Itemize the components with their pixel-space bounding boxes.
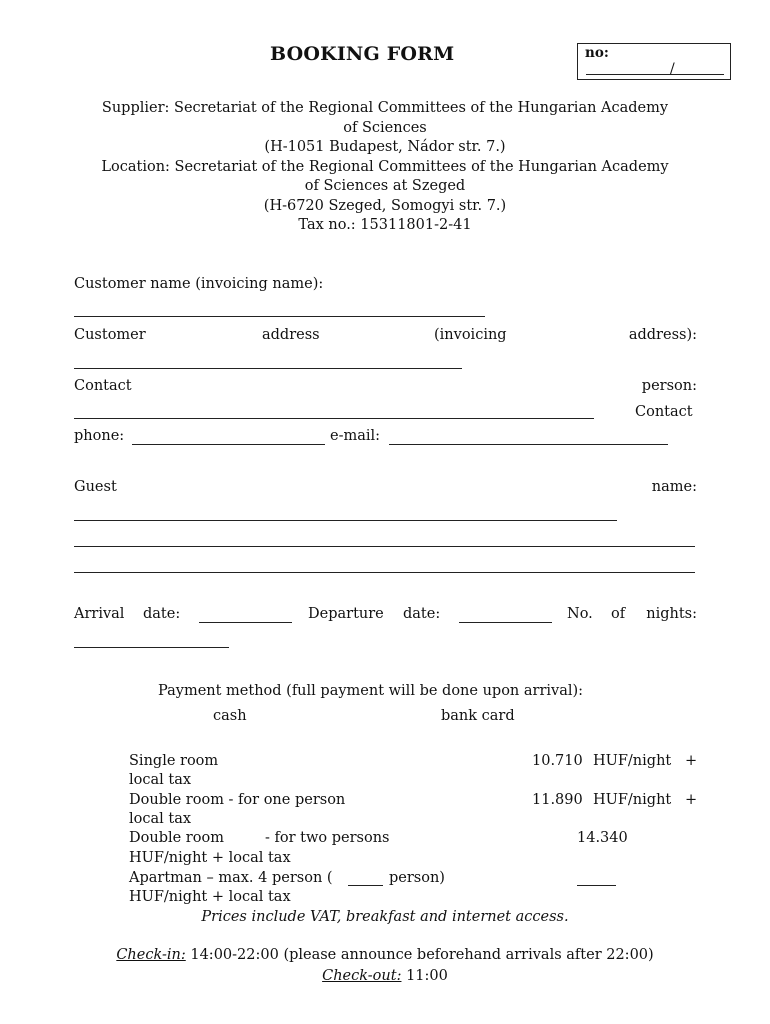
booking-number-label: no: [585,45,609,61]
cash-label: cash [213,708,247,724]
customer-address-field[interactable] [74,368,462,369]
phone-label: phone: [74,428,125,444]
contact-person-field[interactable] [74,418,594,419]
double-room-one-local-tax: local tax [129,811,192,827]
arrival-word-2: date: [143,606,181,622]
apartman-label-a: Apartman – max. 4 person ( [129,870,333,886]
guest-name-word-2: name: [651,479,697,495]
double-room-one-price: 11.890 [532,792,583,808]
email-label: e-mail: [330,428,381,444]
location-address: (H-6720 Szeged, Somogyi str. 7.) [263,198,507,214]
customer-name-label: Customer name (invoicing name): [74,276,324,292]
double-room-one-label: Double room - for one person [129,792,346,808]
contact-person-word-2: person: [641,378,697,394]
check-in-text: 14:00-22:00 (please announce beforehand arrivals after 22:00) [190,947,654,963]
guest-name-field-2[interactable] [74,546,695,547]
single-room-local-tax: local tax [129,772,192,788]
bank-card-label: bank card [441,708,515,724]
booking-number-box[interactable] [577,43,731,80]
location-line-1: Location: Secretariat of the Regional Committees of the Hungarian Academy [101,159,669,175]
prices-note: Prices include VAT, breakfast and internet access. [201,909,569,925]
double-room-two-label-a: Double room [129,830,224,846]
apartman-price-field[interactable] [577,885,616,886]
form-title: BOOKING FORM [270,43,455,65]
customer-name-field[interactable] [74,316,485,317]
contact-person-word-1: Contact [74,378,132,394]
supplier-address: (H-1051 Budapest, Nádor str. 7.) [264,139,506,155]
single-room-plus: + [685,753,698,769]
check-in-label: Check-in: [116,947,186,963]
double-room-one-unit: HUF/night [593,792,672,808]
guest-name-field-3[interactable] [74,572,695,573]
single-room-unit: HUF/night [593,753,672,769]
phone-field[interactable] [132,444,325,445]
contact-phone-word-1: Contact [635,404,693,420]
double-room-one-plus: + [685,792,698,808]
booking-number-line [586,74,724,75]
customer-address-word-3: (invoicing [434,327,507,343]
check-in-line [0,947,770,963]
customer-address-word-1: Customer [74,327,146,343]
email-field[interactable] [389,444,668,445]
check-out-line [0,968,770,984]
single-room-label: Single room [129,753,219,769]
supplier-line-1: Supplier: Secretariat of the Regional Committees of the Hungarian Academy [101,100,669,116]
double-room-two-price: 14.340 [577,830,628,846]
customer-address-word-4: address): [628,327,697,343]
departure-date-field[interactable] [459,622,552,623]
arrival-date-field[interactable] [199,622,292,623]
double-room-two-unit: HUF/night + local tax [129,850,291,866]
departure-word-1: Departure [308,606,384,622]
guest-name-field-1[interactable] [74,520,617,521]
supplier-line-2: of Sciences [343,120,427,136]
customer-address-word-2: address [262,327,320,343]
double-room-two-label-b: - for two persons [265,830,390,846]
nights-word-1: No. [567,606,593,622]
nights-word-2: of [611,606,626,622]
nights-word-3: nights: [646,606,697,622]
check-out-label: Check-out: [322,968,402,984]
booking-number-slash: / [670,61,675,77]
payment-method-title: Payment method (full payment will be done upon arrival): [158,683,584,699]
apartman-unit: HUF/night + local tax [129,889,291,905]
apartman-persons-field[interactable] [348,885,383,886]
nights-field[interactable] [74,647,229,648]
single-room-price: 10.710 [532,753,583,769]
arrival-word-1: Arrival [74,606,125,622]
location-line-2: of Sciences at Szeged [304,178,466,194]
departure-word-2: date: [403,606,441,622]
guest-name-word-1: Guest [74,479,117,495]
tax-number: Tax no.: 15311801-2-41 [298,217,472,233]
apartman-label-b: person) [389,870,445,886]
check-out-text: 11:00 [406,968,448,984]
